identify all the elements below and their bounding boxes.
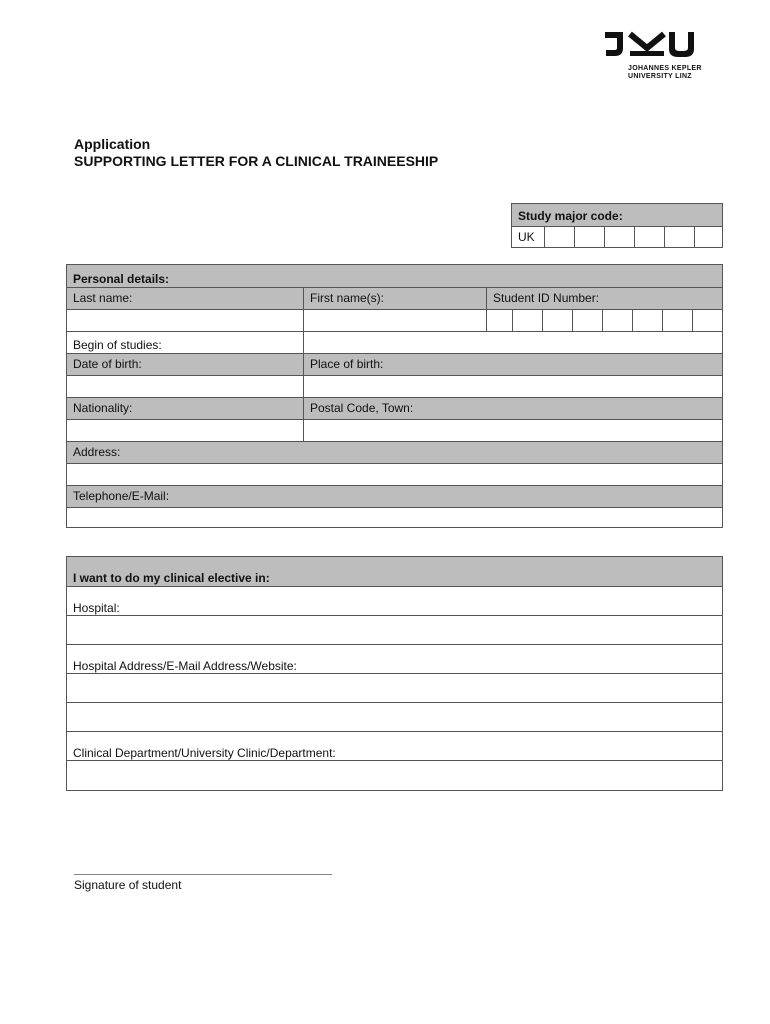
- hospital-label: Hospital:: [73, 601, 120, 615]
- hospital-address-label: Hospital Address/E-Mail Address/Website:: [73, 659, 297, 673]
- student-id-digit-7[interactable]: [663, 310, 692, 331]
- student-id-digit-1[interactable]: [487, 310, 512, 331]
- nationality-field[interactable]: [67, 420, 303, 441]
- study-code-digit-2[interactable]: [575, 227, 604, 248]
- student-id-digit-2[interactable]: [513, 310, 542, 331]
- student-id-digit-8[interactable]: [693, 310, 722, 331]
- clinical-elective-heading: I want to do my clinical elective in:: [67, 557, 722, 586]
- department-label: Clinical Department/University Clinic/Department:: [73, 746, 336, 760]
- hospital-address-field-2[interactable]: [67, 703, 722, 731]
- address-field[interactable]: [67, 464, 722, 485]
- student-id-digit-3[interactable]: [543, 310, 572, 331]
- first-names-label: First name(s):: [304, 288, 486, 309]
- telephone-email-label: Telephone/E-Mail:: [67, 486, 722, 507]
- postal-town-label: Postal Code, Town:: [304, 398, 722, 419]
- page-subtitle: SUPPORTING LETTER FOR A CLINICAL TRAINEESHIP: [74, 153, 439, 169]
- student-id-label: Student ID Number:: [487, 288, 722, 309]
- study-code-digit-5[interactable]: [665, 227, 694, 248]
- hospital-address-field-1[interactable]: [67, 674, 722, 702]
- study-major-label: Study major code:: [512, 204, 722, 226]
- place-of-birth-field[interactable]: [304, 376, 722, 397]
- student-id-digit-5[interactable]: [603, 310, 632, 331]
- personal-details-heading: Personal details:: [67, 265, 722, 287]
- begin-studies-label: Begin of studies:: [73, 338, 162, 352]
- personal-details-table: [66, 264, 723, 528]
- hospital-field[interactable]: [67, 616, 722, 644]
- first-names-field[interactable]: [304, 310, 486, 331]
- clinical-elective-table: [66, 556, 723, 791]
- student-id-digit-6[interactable]: [633, 310, 662, 331]
- date-of-birth-field[interactable]: [67, 376, 303, 397]
- signature-label: Signature of student: [74, 878, 182, 892]
- study-code-digit-3[interactable]: [605, 227, 634, 248]
- signature-line[interactable]: [74, 874, 332, 875]
- study-code-digit-1[interactable]: [545, 227, 574, 248]
- place-of-birth-label: Place of birth:: [304, 354, 722, 375]
- study-major-box: [511, 203, 723, 248]
- department-field[interactable]: [67, 761, 722, 790]
- logo-text-line1: JOHANNES KEPLER: [628, 65, 702, 72]
- study-major-prefix: UK: [518, 230, 535, 244]
- study-code-digit-6[interactable]: [695, 227, 722, 248]
- date-of-birth-label: Date of birth:: [67, 354, 303, 375]
- student-id-digit-4[interactable]: [573, 310, 602, 331]
- begin-studies-field[interactable]: [304, 332, 722, 353]
- page-title: Application: [74, 136, 151, 152]
- postal-town-field[interactable]: [304, 420, 722, 441]
- last-name-label: Last name:: [67, 288, 303, 309]
- address-label: Address:: [67, 442, 722, 463]
- last-name-field[interactable]: [67, 310, 303, 331]
- jku-logo: [603, 30, 695, 60]
- telephone-email-field[interactable]: [67, 508, 722, 527]
- study-code-digit-4[interactable]: [635, 227, 664, 248]
- logo-text-line2: UNIVERSITY LINZ: [628, 73, 692, 80]
- nationality-label: Nationality:: [67, 398, 303, 419]
